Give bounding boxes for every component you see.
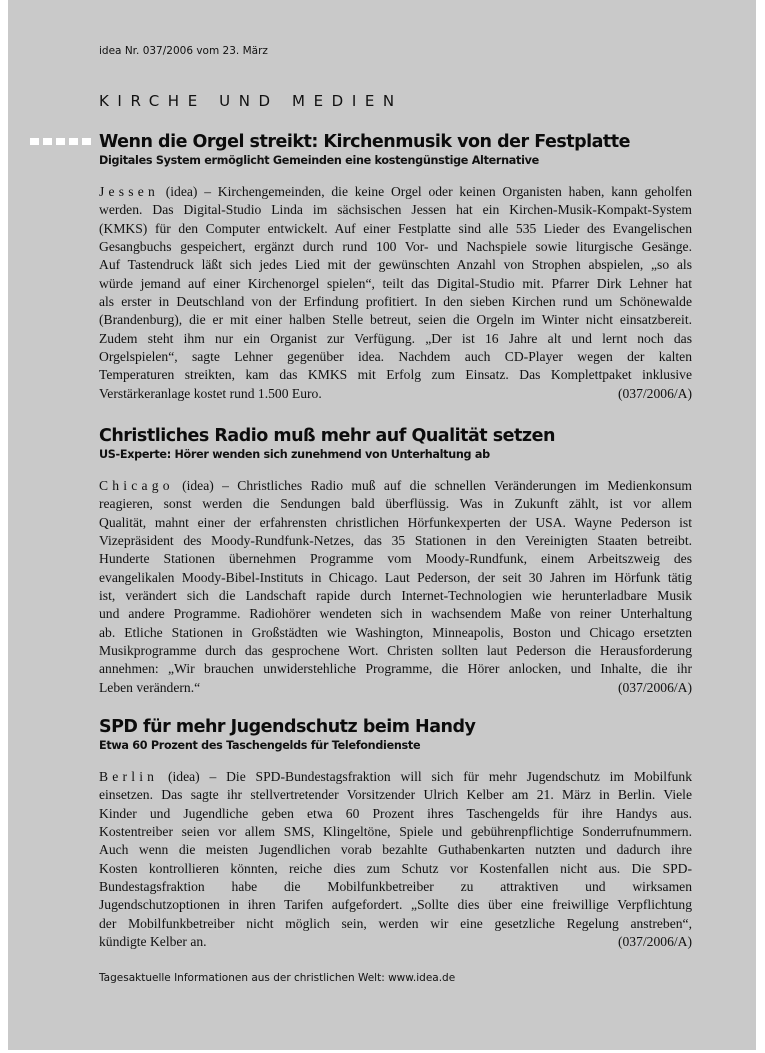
article-headline: SPD für mehr Jugendschutz beim Handy [99,717,476,737]
body-line-text: ab. Etliche Stationen in Großstädten wie Washington, Minneapolis, Boston und Chicago ersetzten [99,624,692,640]
body-line-text: Leben verändern.“ [99,679,201,695]
marker-square [43,138,52,145]
body-line [99,642,692,660]
body-line-text: als erster in Deutschland von der Erfindung profitiert. In den sieben Kirchen rund um Schönewalde [99,294,692,310]
body-line-text: (idea) – Christliches Radio muß auf die schnellen Veränderungen im Medienkonsum [173,478,692,493]
body-line [99,514,692,532]
dateline-place: Jessen [99,184,159,199]
body-line-text: Hunderte Stationen übernehmen Programme vom Moody-Rundfunk, einem Arbeitszweig des [99,551,692,567]
body-line-text: Temperaturen streikten, kam das KMKS mit Erfolg zum Einsatz. Das Komplettpaket inklusive [99,367,692,383]
article-headline: Christliches Radio muß mehr auf Qualität setzen [99,426,555,446]
body-line-text: (Brandenburg), die er mit einer halben Stelle betreut, seien die Orgeln im Winter nicht einsatzbereit. [99,312,692,328]
body-line-text: evangelikalen Moody-Bibel-Instituts in Chicago. Laut Pederson, der seit 30 Jahren im Hörfunk tätig [99,569,692,585]
body-line [99,805,692,823]
body-line [99,532,692,550]
body-line-text: reagieren, sonst werden die Sendungen bald überflüssig. Was in Zukunft zählt, ist vor allem [99,496,692,512]
body-line-text: Musikprogramme durch das gesprochene Wort. Christen sollten laut Pederson die Herausforderung [99,643,692,659]
body-line-text: Kosten kontrollieren könnten, reiche dies zum Schutz vor Kostenfallen nicht aus. Die SPD- [99,860,692,876]
body-line [99,495,692,513]
article-body [99,768,692,951]
body-line [99,275,692,293]
dateline-place: Chicago [99,478,174,493]
body-line [99,624,692,642]
body-line-text: würde jemand auf einer Kirchenorgel spielen“, teilt das Digital-Studio mit. Pfarrer Dirk Lehner hat [99,275,692,291]
body-line [99,201,692,219]
body-line [99,768,692,786]
body-line-text: Jugendschutzoptionen in ihren Tarifen aufgefordert. „Sollte dies über eine freiwillige Verpflichtung [99,897,692,913]
body-line [99,311,692,329]
article-headline: Wenn die Orgel streikt: Kirchenmusik von der Festplatte [99,132,631,152]
footer-text: Tagesaktuelle Informationen aus der christlichen Welt: www.idea.de [99,972,456,984]
article [99,716,692,951]
body-line [99,330,692,348]
article [99,131,692,403]
body-line-text: Kinder und Jugendliche geben etwa 60 Prozent ihres Taschengelds für ihre Handys aus. [99,805,692,821]
marker-square [69,138,78,145]
body-line [99,878,692,896]
body-line [99,550,692,568]
body-line-text: Bundestagsfraktion habe die Mobilfunkbetreiber zu attraktiven und wirksamen [99,879,692,895]
body-line [99,348,692,366]
body-line [99,569,692,587]
body-line-text: kündigte Kelber an. [99,934,207,950]
body-line [99,238,692,256]
body-line [99,477,692,495]
article-reference: (037/2006/A) [617,385,692,401]
body-line [99,293,692,311]
body-line-text: Zudem steht ihm nur ein Organist zur Verfügung. „Der ist 16 Jahre alt und lernt noch das [99,330,692,346]
body-last-line [99,679,692,697]
article-subhead: Digitales System ermöglicht Gemeinden eine kostengünstige Alternative [99,154,539,167]
body-line-text: Kostentreiber seien vor allem SMS, Klingeltöne, Spiele und gebührenpflichtige Sonderrufnummern. [99,824,692,840]
body-last-line [99,385,692,403]
body-line [99,220,692,238]
body-line-text: Orgelspielen“, sagte Lehner gegenüber idea. Nachdem auch CD-Player wegen der kalten [99,349,692,365]
body-line [99,183,692,201]
body-line [99,256,692,274]
dateline-place: Berlin [99,769,159,784]
body-line [99,786,692,804]
body-line [99,587,692,605]
body-line-text: Verstärkeranlage kostet rund 1.500 Euro. [99,385,322,401]
body-line [99,660,692,678]
body-line-text: und andere Programme. Radiohörer wendeten sich in wachsendem Maße von reiner Unterhaltung [99,606,692,622]
body-line [99,841,692,859]
body-line [99,915,692,933]
body-line-text: (idea) – Die SPD-Bundestagsfraktion will sich für mehr Jugendschutz im Mobilfunk [158,769,692,784]
body-line-text: einsetzen. Das sagte ihr stellvertretender Vorsitzender Ulrich Kelber am 21. März in Berlin. Viele [99,787,692,803]
body-line [99,605,692,623]
article-subhead: Etwa 60 Prozent des Taschengelds für Telefondienste [99,739,421,752]
body-line-text: der Mobilfunkbetreiber nicht möglich sein, werden wir eine gesetzliche Regelung anstreben“, [99,915,692,931]
article-body [99,183,692,403]
article-reference: (037/2006/A) [617,679,692,695]
headline-marker [30,138,91,145]
body-line-text: ist, verändert sich die Landschaft rapide durch Internet-Technologien wie herunterladbare Musik [99,588,692,604]
body-line-text: werden. Das Digital-Studio Linda im sächsischen Jessen hat ein Kirchen-Musik-Kompakt-System [99,202,692,218]
body-line [99,896,692,914]
body-line [99,366,692,384]
body-line-text: (KMKS) für den Computer entwickelt. Auf einer Festplatte sind alle 535 Lieder des Evangelischen [99,220,692,236]
body-line-text: Auch wenn die meisten Jugendlichen vorab bezahlte Guthabenkarten nutzten und dadurch ihre [99,842,692,858]
marker-square [56,138,65,145]
article-subhead: US-Experte: Hörer wenden sich zunehmend von Unterhaltung ab [99,448,490,461]
body-line-text: Auf Tastendruck läßt sich jedes Lied mit der gewünschten Anzahl von Strophen abspielen, „so als [99,257,692,273]
article [99,425,692,697]
body-line-text: (idea) – Kirchengemeinden, die keine Orgel oder keinen Organisten haben, kann geholfen [158,184,692,199]
issue-line: idea Nr. 037/2006 vom 23. März [99,45,268,57]
body-last-line [99,933,692,951]
body-line [99,823,692,841]
section-title: KIRCHE UND MEDIEN [99,92,403,110]
article-body [99,477,692,697]
body-line-text: Gesangbuchs gespeichert, ergänzt durch rund 100 Vor- und Nachspiele sowie liturgische Gesänge. [99,239,692,255]
body-line [99,860,692,878]
body-line-text: annehmen: „Wir brauchen unwiderstehliche Programme, die Hörer anlocken, und Inhalte, die ihr [99,661,692,677]
marker-square [82,138,91,145]
body-line-text: Qualität, mahnt einer der erfahrensten christlichen Hörfunkexperten der USA. Wayne Pederson ist [99,514,692,530]
body-line-text: Vizepräsident des Moody-Rundfunk-Netzes, das 35 Stationen in den Vereinigten Staaten betreibt. [99,533,692,549]
marker-square [30,138,39,145]
article-reference: (037/2006/A) [617,934,692,950]
